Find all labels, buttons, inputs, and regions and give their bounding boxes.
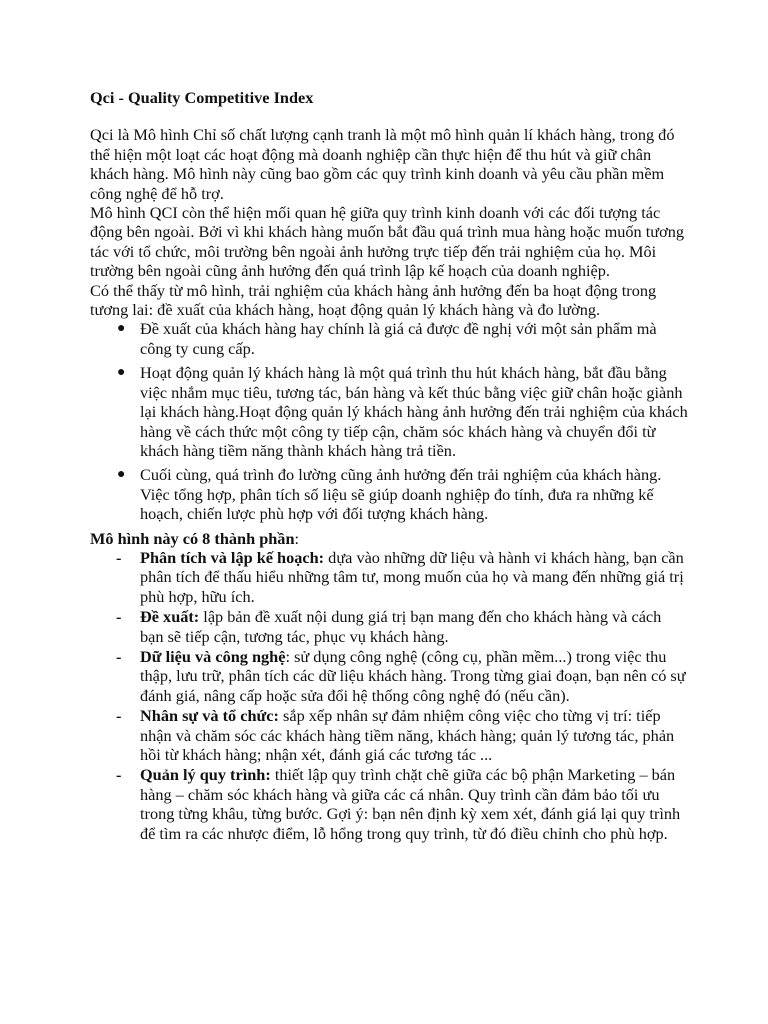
list-item <box>117 363 688 460</box>
model-relationship-paragraph: Mô hình QCI còn thể hiện mối quan hệ giữa quy trình kinh doanh với các đối tượng tác động bên ngoài. Bởi vì khi khách hàng muốn bắt đầu quá trình mua hàng hoặc muốn tương tác với tổ chức, môi trường bên ngoài ảnh hưởng trực tiếp đến trải nghiệm của họ. Môi trường bên ngoài cũng ảnh hưởng đến quá trình lập kế hoạch của doanh nghiệp. <box>90 203 684 281</box>
component-description: thiết lập quy trình chặt chẽ giữa các bộ phận Marketing – bán hàng – chăm sóc khách hàng và giữa các cá nhân. Quy trình cần đảm bảo tối ưu trong từng khâu, từng bước. Gợi ý: bạn nên định kỳ xem xét, đánh giá lại quy trình để tìm ra các nhược điểm, lỗ hổng trong quy trình, từ đó điều chỉnh cho phù hợp. <box>140 765 681 843</box>
bullet-icon: ● <box>117 365 126 381</box>
bullet-icon: ● <box>117 467 126 483</box>
components-list <box>90 548 688 843</box>
component-description: : sử dụng công nghệ (công cụ, phần mềm...) trong việc thu thập, lưu trữ, phân tích các dữ liệu khách hàng. Trong từng giai đoạn, bạn nên có sự đánh giá, nâng cấp hoặc sửa đổi hệ thống công nghệ đó (nếu cần). <box>140 646 686 705</box>
component-term: Dữ liệu và công nghệ <box>140 646 286 666</box>
component-term: Phân tích và lập kế hoạch: <box>140 547 325 567</box>
list-item <box>117 465 688 524</box>
bullet-text: Hoạt động quản lý khách hàng là một quá trình thu hút khách hàng, bắt đầu bằng việc nhắm mục tiêu, tương tác, bán hàng và kết thúc bằng việc giữ chân hoặc giành lại khách hàng.Hoạt động quản lý khách hàng ảnh hưởng đến trải nghiệm của khách hàng về cách thức một công ty tiếp cận, chăm sóc khách hàng và chuyển đổi từ khách hàng tiềm năng thành khách hàng trả tiền. <box>140 363 688 460</box>
component-term: Đề xuất: <box>140 607 200 627</box>
component-term: Quản lý quy trình: <box>140 765 271 785</box>
component-description: dựa vào những dữ liệu và hành vi khách hàng, bạn cần phân tích để thấu hiểu những tâm tư, mong muốn của họ và mang đến những giá trị phù hợp, hữu ích. <box>140 547 684 606</box>
component-term: Nhân sự và tổ chức: <box>140 706 279 726</box>
customer-experience-paragraph: Có thể thấy từ mô hình, trải nghiệm của khách hàng ảnh hưởng đến ba hoạt động trong tương lai: đề xuất của khách hàng, hoạt động quản lý khách hàng và đo lường. <box>90 280 657 320</box>
experience-bullet-list <box>90 319 688 523</box>
dash-icon: - <box>116 547 122 567</box>
bullet-text: Đề xuất của khách hàng hay chính là giá cả được đề nghị với một sản phẩm mà công ty cung cấp. <box>140 319 657 358</box>
list-item <box>117 319 688 358</box>
document-title: Qci - Quality Competitive Index <box>90 88 314 107</box>
list-item <box>116 646 688 705</box>
dash-icon: - <box>116 607 122 627</box>
components-heading-text: Mô hình này có 8 thành phần <box>90 528 295 548</box>
list-item <box>116 607 688 646</box>
intro-paragraph: Qci là Mô hình Chỉ số chất lượng cạnh tranh là một mô hình quản lí khách hàng, trong đó thể hiện một loạt các hoạt động mà doanh nghiệp cần thực hiện để thu hút và giữ chân khách hàng. Mô hình này cũng bao gồm các quy trình kinh doanh và yêu cầu phần mềm công nghệ để hỗ trợ. <box>90 125 675 203</box>
bullet-text: Cuối cùng, quá trình đo lường cũng ảnh hưởng đến trải nghiệm của khách hàng. Việc tổng hợp, phân tích số liệu sẽ giúp doanh nghiệp đo tính, đưa ra những kế hoạch, chiến lược phù hợp với đối tượng khách hàng. <box>140 465 662 524</box>
bullet-icon: ● <box>117 321 126 337</box>
component-description: lập bản đề xuất nội dung giá trị bạn mang đến cho khách hàng và cách bạn sẽ tiếp cận, tương tác, phục vụ khách hàng. <box>140 607 662 646</box>
components-heading-colon: : <box>294 528 300 548</box>
list-item <box>116 706 688 764</box>
list-item <box>116 765 688 843</box>
list-item <box>116 547 688 606</box>
components-heading <box>90 529 688 548</box>
dash-icon: - <box>116 646 122 666</box>
dash-icon: - <box>116 765 122 785</box>
dash-icon: - <box>116 706 122 726</box>
component-description: sắp xếp nhân sự đảm nhiệm công việc cho từng vị trí: tiếp nhận và chăm sóc các khách hàng tiềm năng, khách hàng; quản lý tương tác, phản hồi từ khách hàng; nhận xét, đánh giá các tương tác ... <box>140 706 675 764</box>
